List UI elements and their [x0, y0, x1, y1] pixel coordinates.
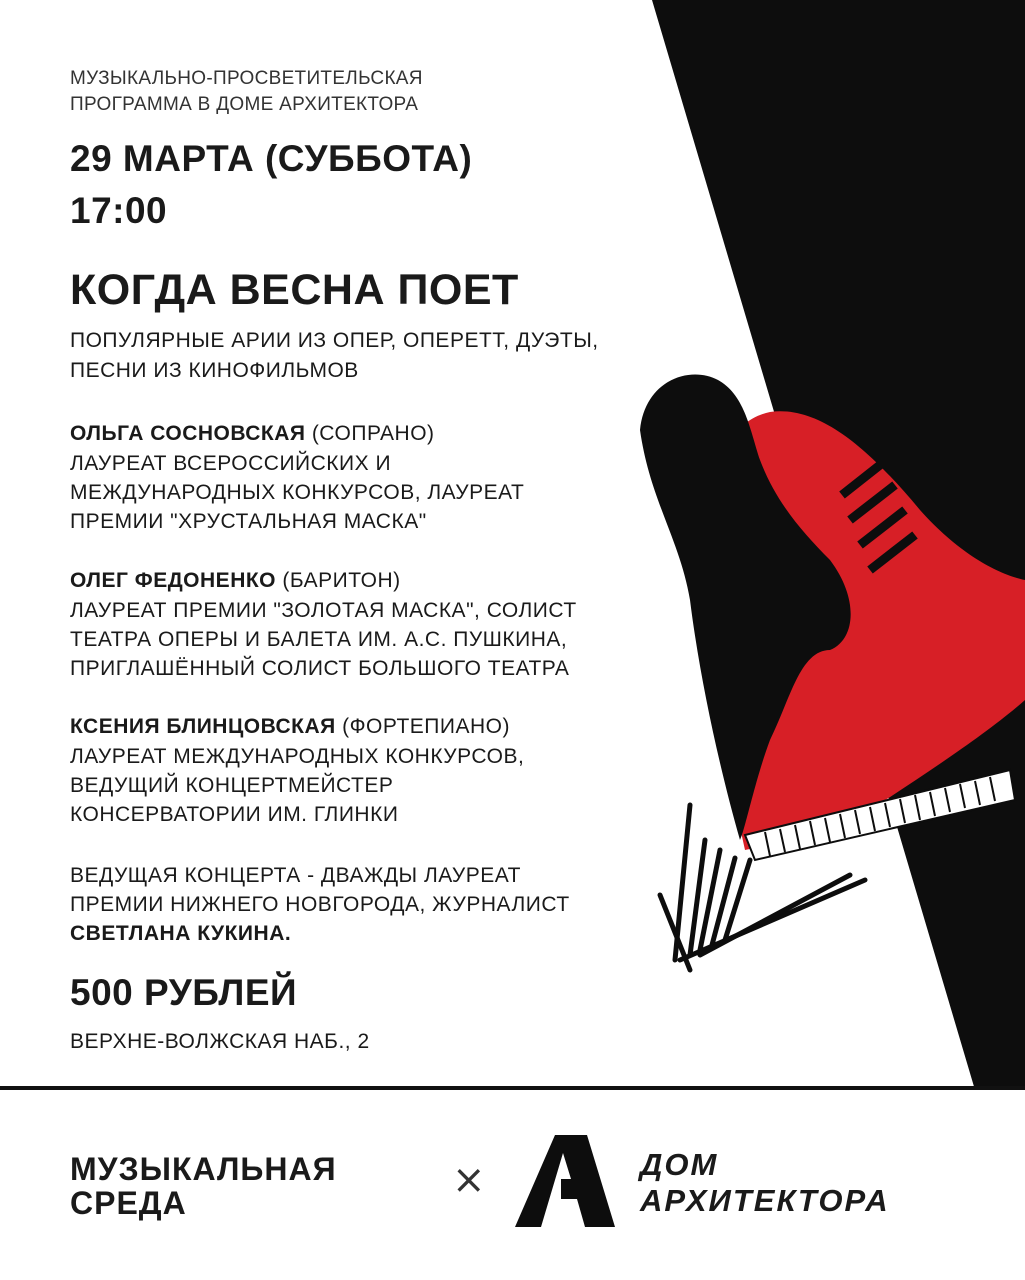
performer-name: КСЕНИЯ БЛИНЦОВСКАЯ	[70, 715, 336, 738]
performer-1-line-1: ЛАУРЕАТ ВСЕРОССИЙСКИХ И	[70, 452, 392, 475]
host-line-2: ПРЕМИИ НИЖНЕГО НОВГОРОДА, ЖУРНАЛИСТ	[70, 893, 570, 916]
times-separator: ×	[452, 1157, 486, 1203]
brand-2-line-1: ДОМ	[640, 1147, 719, 1182]
brand-2-line-2: АРХИТЕКТОРА	[640, 1183, 890, 1218]
subtitle-line-1: ПОПУЛЯРНЫЕ АРИИ ИЗ ОПЕР, ОПЕРЕТТ, ДУЭТЫ,	[70, 329, 599, 352]
performer-2-heading	[70, 567, 401, 595]
intro-line-1: МУЗЫКАЛЬНО-ПРОСВЕТИТЕЛЬСКАЯ	[70, 68, 423, 89]
host-line-1: ВЕДУЩАЯ КОНЦЕРТА - ДВАЖДЫ ЛАУРЕАТ	[70, 864, 521, 887]
performer-3-line-3: КОНСЕРВАТОРИИ ИМ. ГЛИНКИ	[70, 803, 399, 826]
dom-arkhitektora-logo	[640, 1147, 890, 1219]
performer-1-line-3: ПРЕМИИ "ХРУСТАЛЬНАЯ МАСКА"	[70, 510, 427, 533]
performer-name: ОЛЬГА СОСНОВСКАЯ	[70, 422, 306, 445]
performer-2-line-2: ТЕАТРА ОПЕРЫ И БАЛЕТА ИМ. А.С. ПУШКИНА,	[70, 628, 568, 651]
event-title: КОГДА ВЕСНА ПОЕТ	[70, 266, 519, 314]
performer-1-heading	[70, 420, 435, 448]
performer-name: ОЛЕГ ФЕДОНЕНКО	[70, 569, 277, 592]
brand-1-line-1: МУЗЫКАЛЬНАЯ	[70, 1151, 337, 1187]
performer-role: (БАРИТОН)	[276, 569, 401, 592]
event-time: 17:00	[70, 190, 168, 231]
performer-role: (СОПРАНО)	[305, 422, 435, 445]
dom-arkhitektora-logo-icon	[515, 1135, 615, 1227]
event-date: 29 МАРТА (СУББОТА)	[70, 138, 473, 179]
intro-line-2: ПРОГРАММА В ДОМЕ АРХИТЕКТОРА	[70, 94, 419, 115]
ticket-price: 500 РУБЛЕЙ	[70, 972, 298, 1013]
brand-1-line-2: СРЕДА	[70, 1185, 187, 1221]
performer-1-line-2: МЕЖДУНАРОДНЫХ КОНКУРСОВ, ЛАУРЕАТ	[70, 481, 525, 504]
performer-3-heading	[70, 713, 510, 741]
performer-3-line-2: ВЕДУЩИЙ КОНЦЕРТМЕЙСТЕР	[70, 774, 394, 797]
performer-role: (ФОРТЕПИАНО)	[335, 715, 510, 738]
subtitle-line-2: ПЕСНИ ИЗ КИНОФИЛЬМОВ	[70, 359, 359, 382]
muzykalnaya-sreda-logo	[70, 1152, 337, 1220]
performer-2-line-1: ЛАУРЕАТ ПРЕМИИ "ЗОЛОТАЯ МАСКА", СОЛИСТ	[70, 599, 577, 622]
venue-address: ВЕРХНЕ-ВОЛЖСКАЯ НАБ., 2	[70, 1030, 370, 1053]
host-name: СВЕТЛАНА КУКИНА.	[70, 922, 292, 945]
performer-3-line-1: ЛАУРЕАТ МЕЖДУНАРОДНЫХ КОНКУРСОВ,	[70, 745, 525, 768]
performer-2-line-3: ПРИГЛАШЁННЫЙ СОЛИСТ БОЛЬШОГО ТЕАТРА	[70, 657, 570, 680]
